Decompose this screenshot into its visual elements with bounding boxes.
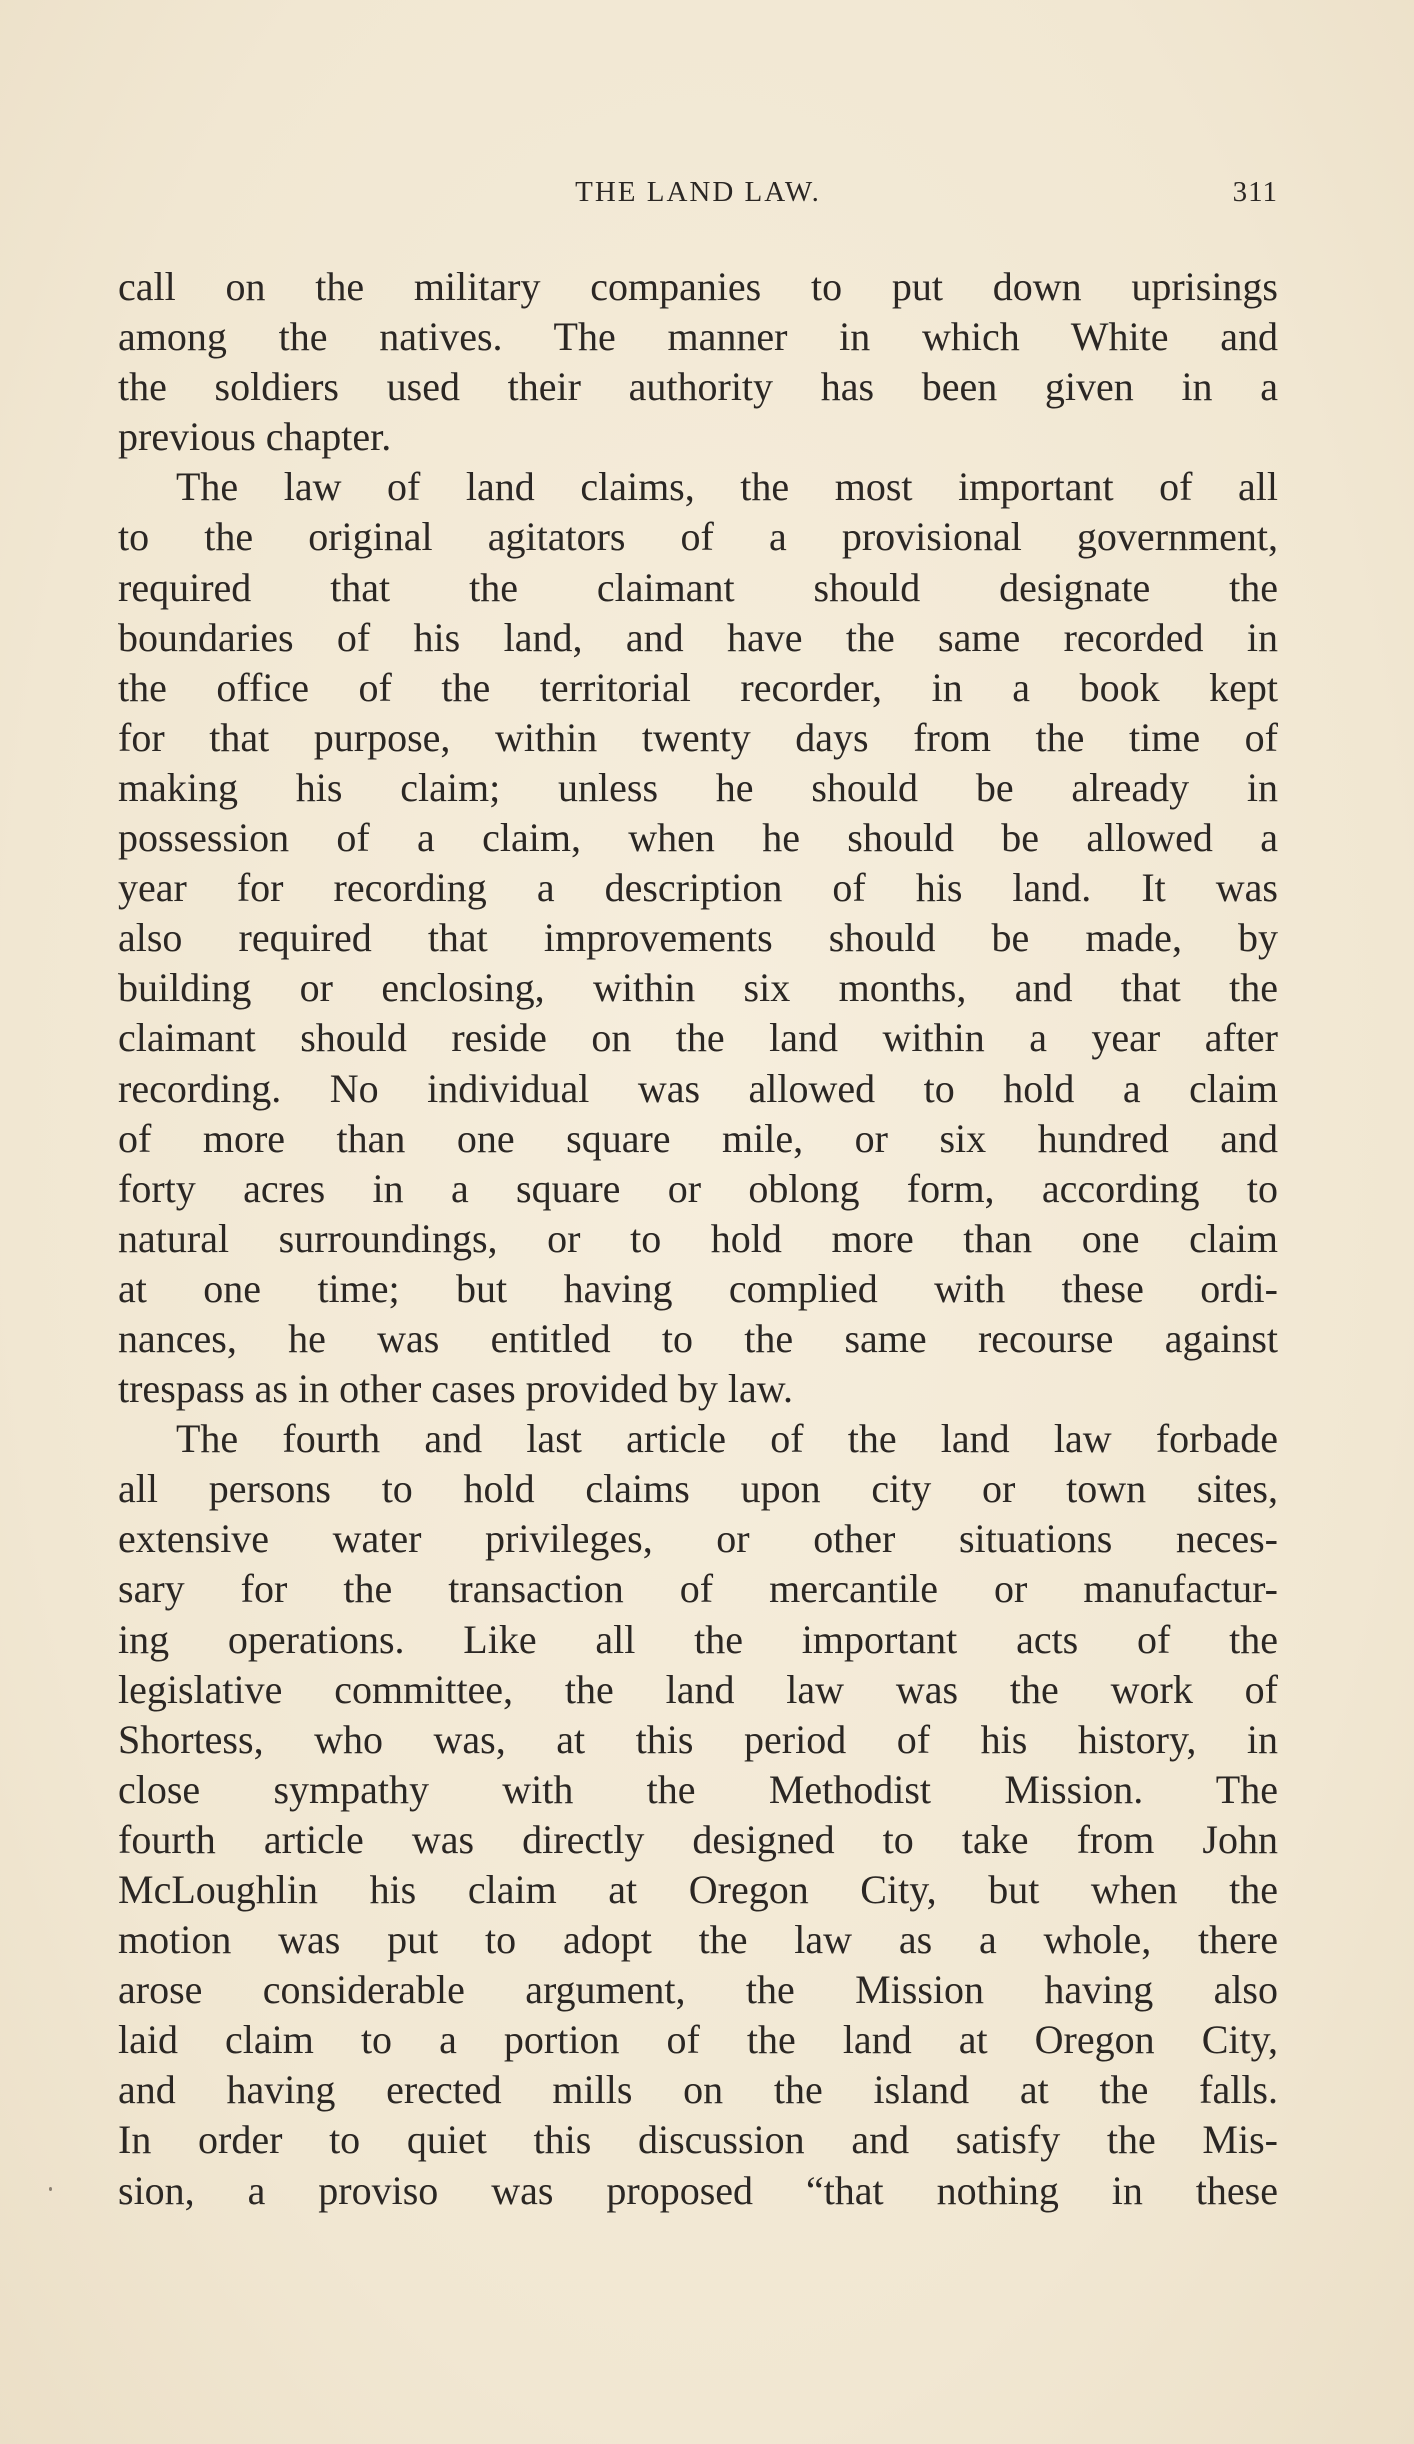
text-line: the soldiers used their authority has been given in a [118,364,1278,410]
text-line: of more than one square mile, or six hundred and [118,1115,1278,1161]
text-line: motion was put to adopt the law as a whole, there [118,1917,1278,1963]
text-line: natural surroundings, or to hold more than one claim [118,1215,1278,1261]
text-line: recording. No individual was allowed to hold a claim [118,1065,1278,1111]
page-number: 311 [1232,176,1278,208]
text-line: boundaries of his land, and have the same recorded in [118,614,1278,660]
text-line: sion, a proviso was proposed “that nothing in these [118,2167,1278,2213]
text-line: all persons to hold claims upon city or town sites, [118,1466,1278,1512]
text-line: and having erected mills on the island at the falls. [118,2067,1278,2113]
text-line: at one time; but having complied with these ordi- [118,1265,1278,1311]
text-line: ing operations. Like all the important acts of the [118,1616,1278,1662]
running-head [118,176,1278,216]
text-line: for that purpose, within twenty days from the time of [118,714,1278,760]
text-line: claimant should reside on the land within a year after [118,1015,1278,1061]
paragraph [118,262,1278,462]
text-line: year for recording a description of his land. It was [118,865,1278,911]
text-line: trespass as in other cases provided by law. [118,1366,793,1412]
text-line: close sympathy with the Methodist Mission. The [118,1766,1278,1812]
paragraph [118,1414,1278,2216]
text-line: among the natives. The manner in which White and [118,314,1278,360]
text-line: also required that improvements should be made, by [118,915,1278,961]
text-line: arose considerable argument, the Mission having also [118,1967,1278,2013]
text-line: required that the claimant should designate the [118,564,1278,610]
text-line: The law of land claims, the most important of all [176,464,1278,510]
text-line: In order to quiet this discussion and satisfy the Mis- [118,2117,1278,2163]
text-line: The fourth and last article of the land law forbade [176,1416,1278,1462]
body-text [118,262,1278,2216]
text-line: nances, he was entitled to the same recourse against [118,1315,1278,1361]
text-line: Shortess, who was, at this period of his history, in [118,1716,1278,1762]
paper-speck [49,2187,52,2191]
text-line: sary for the transaction of mercantile or manufactur- [118,1566,1278,1612]
text-line: extensive water privileges, or other situations neces- [118,1516,1278,1562]
text-line: forty acres in a square or oblong form, according to [118,1165,1278,1211]
text-line: McLoughlin his claim at Oregon City, but when the [118,1867,1278,1912]
text-line: call on the military companies to put down uprisings [118,264,1278,309]
text-line: laid claim to a portion of the land at Oregon City, [118,2017,1278,2063]
text-line: fourth article was directly designed to take from John [118,1816,1278,1862]
text-line: legislative committee, the land law was the work of [118,1666,1278,1712]
text-line: the office of the territorial recorder, in a book kept [118,664,1278,710]
text-line: possession of a claim, when he should be allowed a [118,815,1278,861]
text-line: making his claim; unless he should be already in [118,764,1278,810]
text-line: building or enclosing, within six months, and that the [118,965,1278,1011]
text-line: previous chapter. [118,414,392,460]
text-line: to the original agitators of a provisional government, [118,514,1278,560]
chapter-title: THE LAND LAW. [575,176,821,208]
paragraph [118,462,1278,1414]
